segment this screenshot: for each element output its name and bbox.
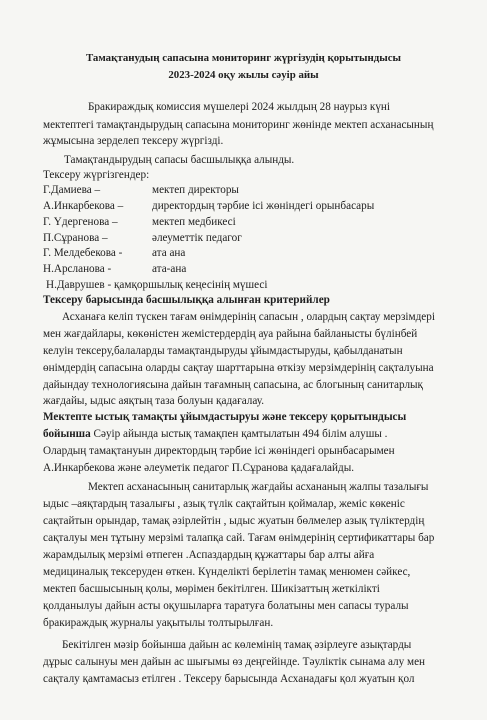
inspectors-label: Тексеру жүргізгендер: [43,169,150,181]
inspector-role: мектеп медбикесі [152,216,236,228]
sanitary-line: ыдыс –аяқтардың тазалығы , азық түлік сақтайтын қоймалар, жеміс көкеніс [43,498,405,510]
sanitary-line: мектеп басшысының қолы, мөрімен бекітілген. Шикізаттың жеткілікті [43,583,380,595]
inspector-name: А.Инкарбекова – [43,200,124,212]
sanitary-line: медициналық тексеруден өткен. Күнделікті берілетін тамақ менюмен сәйкес, [43,566,411,578]
sanitary-line: сақтайтын орындар, тамақ әзірлейтін , ыдыс жуатын бөлмелер азық түліктердің [43,515,425,527]
criteria-line: келуін тексеру,балаларды тамақтандыруды ұйымдастыруды, қабылданатын [43,345,403,357]
inspector-name: П.Сұранова – [43,232,108,244]
extra-inspector: Н.Даврушев - қамқоршылық кеңесінің мүшесі [46,279,268,291]
inspector-role: ата-ана [152,263,187,275]
inspector-role: әлеуметтік педагог [152,232,242,244]
intro-line: жұмысына зерделеп тексеру жүргізді. [43,135,224,147]
inspector-role: директордың тәрбие ісі жөніндегі орынбасары [152,200,375,212]
sampling-line: Тамақтандырудың сапасы басшылыққа алынды. [64,154,295,166]
criteria-line: Асханаға келіп түскен тағам өнімдерінің сапасын , олардың сақтау мерзімдері [62,311,435,323]
sanitary-line: сақталуы мен тұтыну мерзімі талапқа сай. Тағам өнімдерінің сертификаттары бар [43,532,435,544]
inspector-name: Н.Арсланова - [43,263,112,275]
document-title-line2: 2023-2024 оқу жылы сәуір айы [168,69,319,81]
sanitary-line: Мектеп асханасының санитарлық жағдайы асхананың жалпы тазалығы [88,481,429,493]
inspector-name: Г. Үдергенова – [43,216,118,228]
criteria-line: жағдайы, ыдыс аяқтың таза болуын қадағалау. [43,395,265,407]
inspector-name: Г. Мелдебекова - [43,247,123,259]
criteria-line: өнімдердің сапасына оларды сақтау шарттарына өткізу мерзімдерінің сақталуына [43,362,434,374]
inspector-name: Г.Дамиева – [43,184,101,196]
document-title-line1: Тамақтанудың сапасына мониторинг жүргізудің қорытындысы [85,52,402,64]
results-line: Олардың тамақтануын директордың тәрбие ісі жөніндегі орынбасарымен [43,445,395,457]
final-line: сақталу қамтамасыз етілген . Тексеру барысында Асханадағы қол жуатын қол [43,673,415,685]
criteria-line: мен жағдайлары, көкөністен жемістердердің ауа райына байланысты бүлінбей [43,328,418,340]
criteria-heading: Тексеру барысында басшылыққа алынған критерийлер [43,294,330,306]
results-line: А.Инкарбекова және әлеуметік педагог П.Сұранова қадағалайды. [43,462,355,474]
criteria-line: дайындау технологиясына дайын тағамның сапасына, ас блогының санитарлық [43,379,423,391]
results-bold-start: бойынша [43,428,91,440]
final-line: дұрыс салынуы мен дайын ас шығымы өз деңгейінде. Тәуліктік сынама алу мен [43,656,426,668]
intro-line: мектептегі тамақтандырудың сапасына мониторинг жөнінде мектеп асханасының [43,119,434,131]
results-first-rest: Сәуір айында ыстық тамақпен қамтылатын 494 білім алушы . [90,428,388,440]
final-line: Бекітілген мәзір бойынша дайын ас көлемінің тамақ әзірлеуге азықтарды [62,639,412,651]
results-line [43,427,387,441]
sanitary-line: жарамдылық мерзімі өтпеген .Аспаздардың құжаттары бар алты айға [43,549,375,561]
intro-line: Бракираждық комиссия мүшелері 2024 жылдың 28 наурыз күні [88,101,391,113]
inspector-role: мектеп директоры [152,184,239,196]
sanitary-line: бракираждық журналы уақытылы толтырылған. [43,617,274,629]
results-heading: Мектепте ыстық тамақты ұйымдастыруы және тексеру қорытындысы [43,411,407,423]
sanitary-line: қолданылуы дайын асты оқушыларға таратуға болатыны мен сапасы туралы [43,600,409,612]
inspector-role: ата ана [152,247,186,259]
